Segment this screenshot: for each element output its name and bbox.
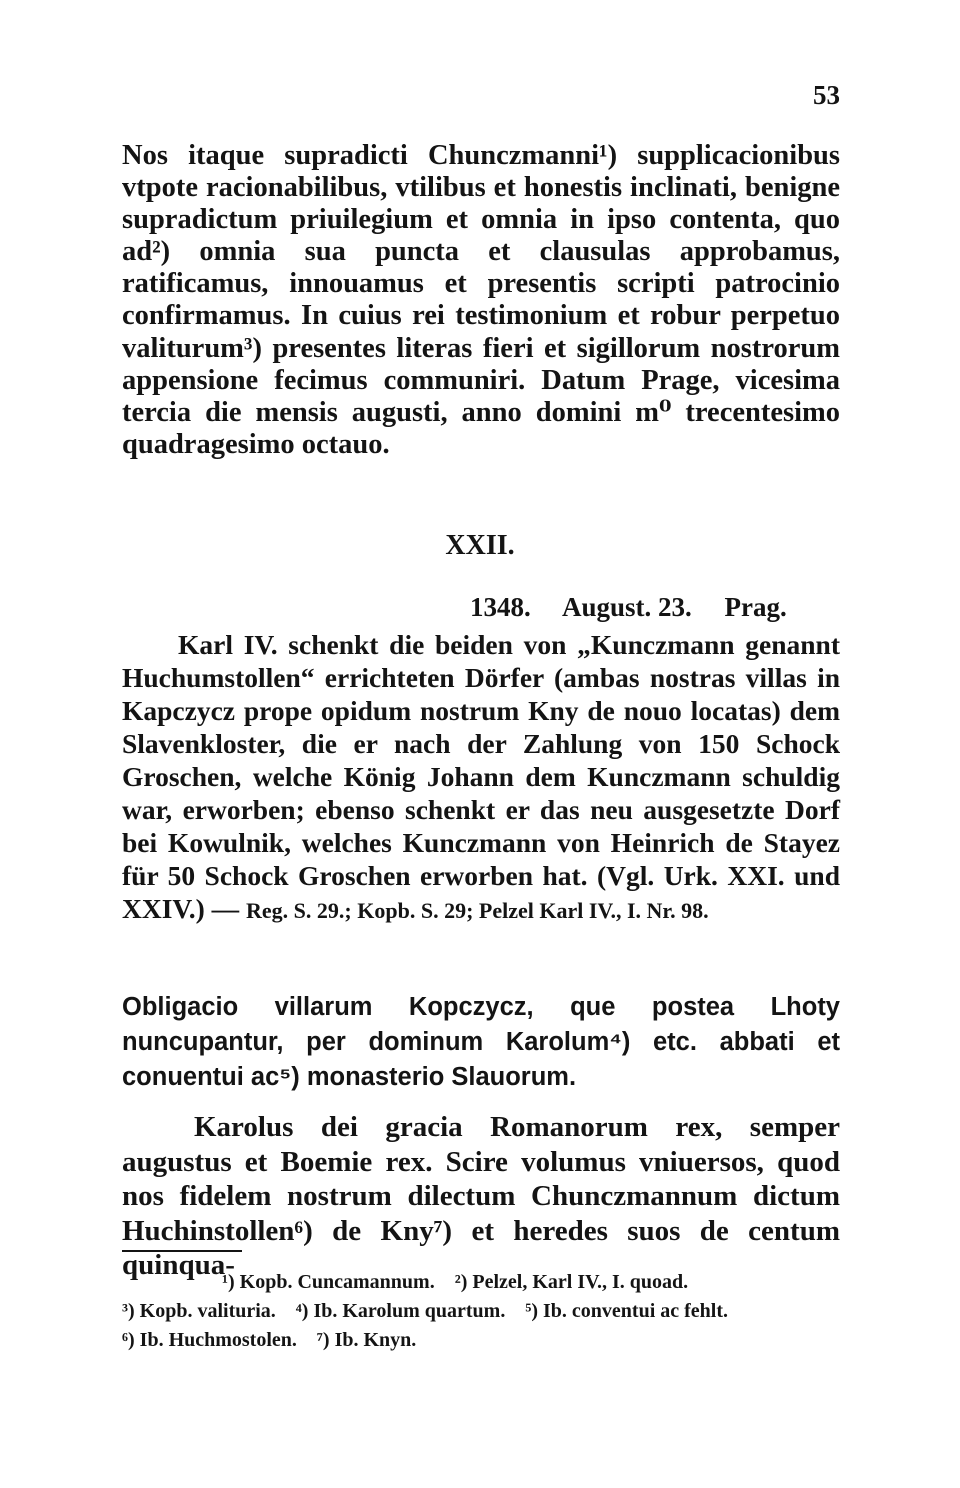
footnote-5: ⁵) Ib. conventui ac fehlt. xyxy=(525,1300,728,1322)
page-number: 53 xyxy=(813,80,840,110)
charter-dateline xyxy=(470,592,813,623)
footnote-3: ³) Kopb. valituria. xyxy=(122,1300,276,1322)
regest-references: Reg. S. 29.; Kopb. S. 29; Pelzel Karl IV., I. Nr. 98. xyxy=(246,898,709,923)
date-month: August. 23. xyxy=(562,592,692,622)
charter-regest xyxy=(122,628,840,927)
footnote-6: ⁶) Ib. Huchmostolen. xyxy=(122,1329,297,1351)
charter-xxi-conclusion xyxy=(122,140,840,461)
date-year: 1348. xyxy=(470,592,531,622)
charter-xxii-text: Karolus dei gracia Romanorum rex, semper augustus et Boemie rex. Scire volumus vniuersos, quod nos fidelem nostrum dilectum Chunczmannum dictum Huchinstollen⁶) de Kny⁷) et heredes suos de centum quinqua- xyxy=(122,1111,840,1281)
footnote-1: ¹) Kopb. Cuncamannum. xyxy=(222,1271,435,1293)
footnote-rule xyxy=(122,1250,242,1252)
charter-xxi-text: Nos itaque supradicti Chunczmanni¹) supplicacionibus vtpote racionabilibus, vtilibus et honestis inclinati, benigne supradictum priuilegium et omnia in ipso contenta, quo ad²) omnia sua puncta et clausulas approbamus, ratificamus, innouamus et presentis scripti patrocinio confirmamus. In cuius rei testimonium et robur perpetuo valiturum³) presentes literas fieri et sigillorum nostrorum appensione fecimus communiri. Datum Prage, vicesima tercia die mensis augusti, anno domini m⁰ trecentesimo quadragesimo octauo. xyxy=(122,140,840,460)
footnote-7: ⁷) Ib. Knyn. xyxy=(316,1329,417,1351)
charter-xxii-body xyxy=(122,1110,840,1283)
date-place: Prag. xyxy=(724,592,787,622)
regest-text: Karl IV. schenkt die beiden von „Kunczmann genannt Huchumstollen“ errichteten Dörfer (ambas nostras villas in Kapczycz prope opidum nostrum Kny de nouo locatas) dem Slavenkloster, die er nach der Zahlung von 150 Schock Groschen, welche König Johann dem Kunczmann schuldig war, erworben; ebenso schenkt er das neu ausgesetzte Dorf bei Kowulnik, welches Kunczmann von Heinrich de Stayez für 50 Schock Groschen erworben hat. (Vgl. Urk. XXI. und XXIV.) — xyxy=(122,629,840,924)
footnotes xyxy=(122,1268,840,1355)
charter-heading: Obligacio villarum Kopczycz, que postea Lhoty nuncupantur, per dominum Karolum⁴) etc. abbati et conuentui ac⁵) monasterio Slauorum. xyxy=(122,993,840,1091)
charter-number: XXII. xyxy=(445,530,515,561)
footnote-2: ²) Pelzel, Karl IV., I. quoad. xyxy=(454,1271,689,1293)
footnote-4: ⁴) Ib. Karolum quartum. xyxy=(295,1300,506,1322)
